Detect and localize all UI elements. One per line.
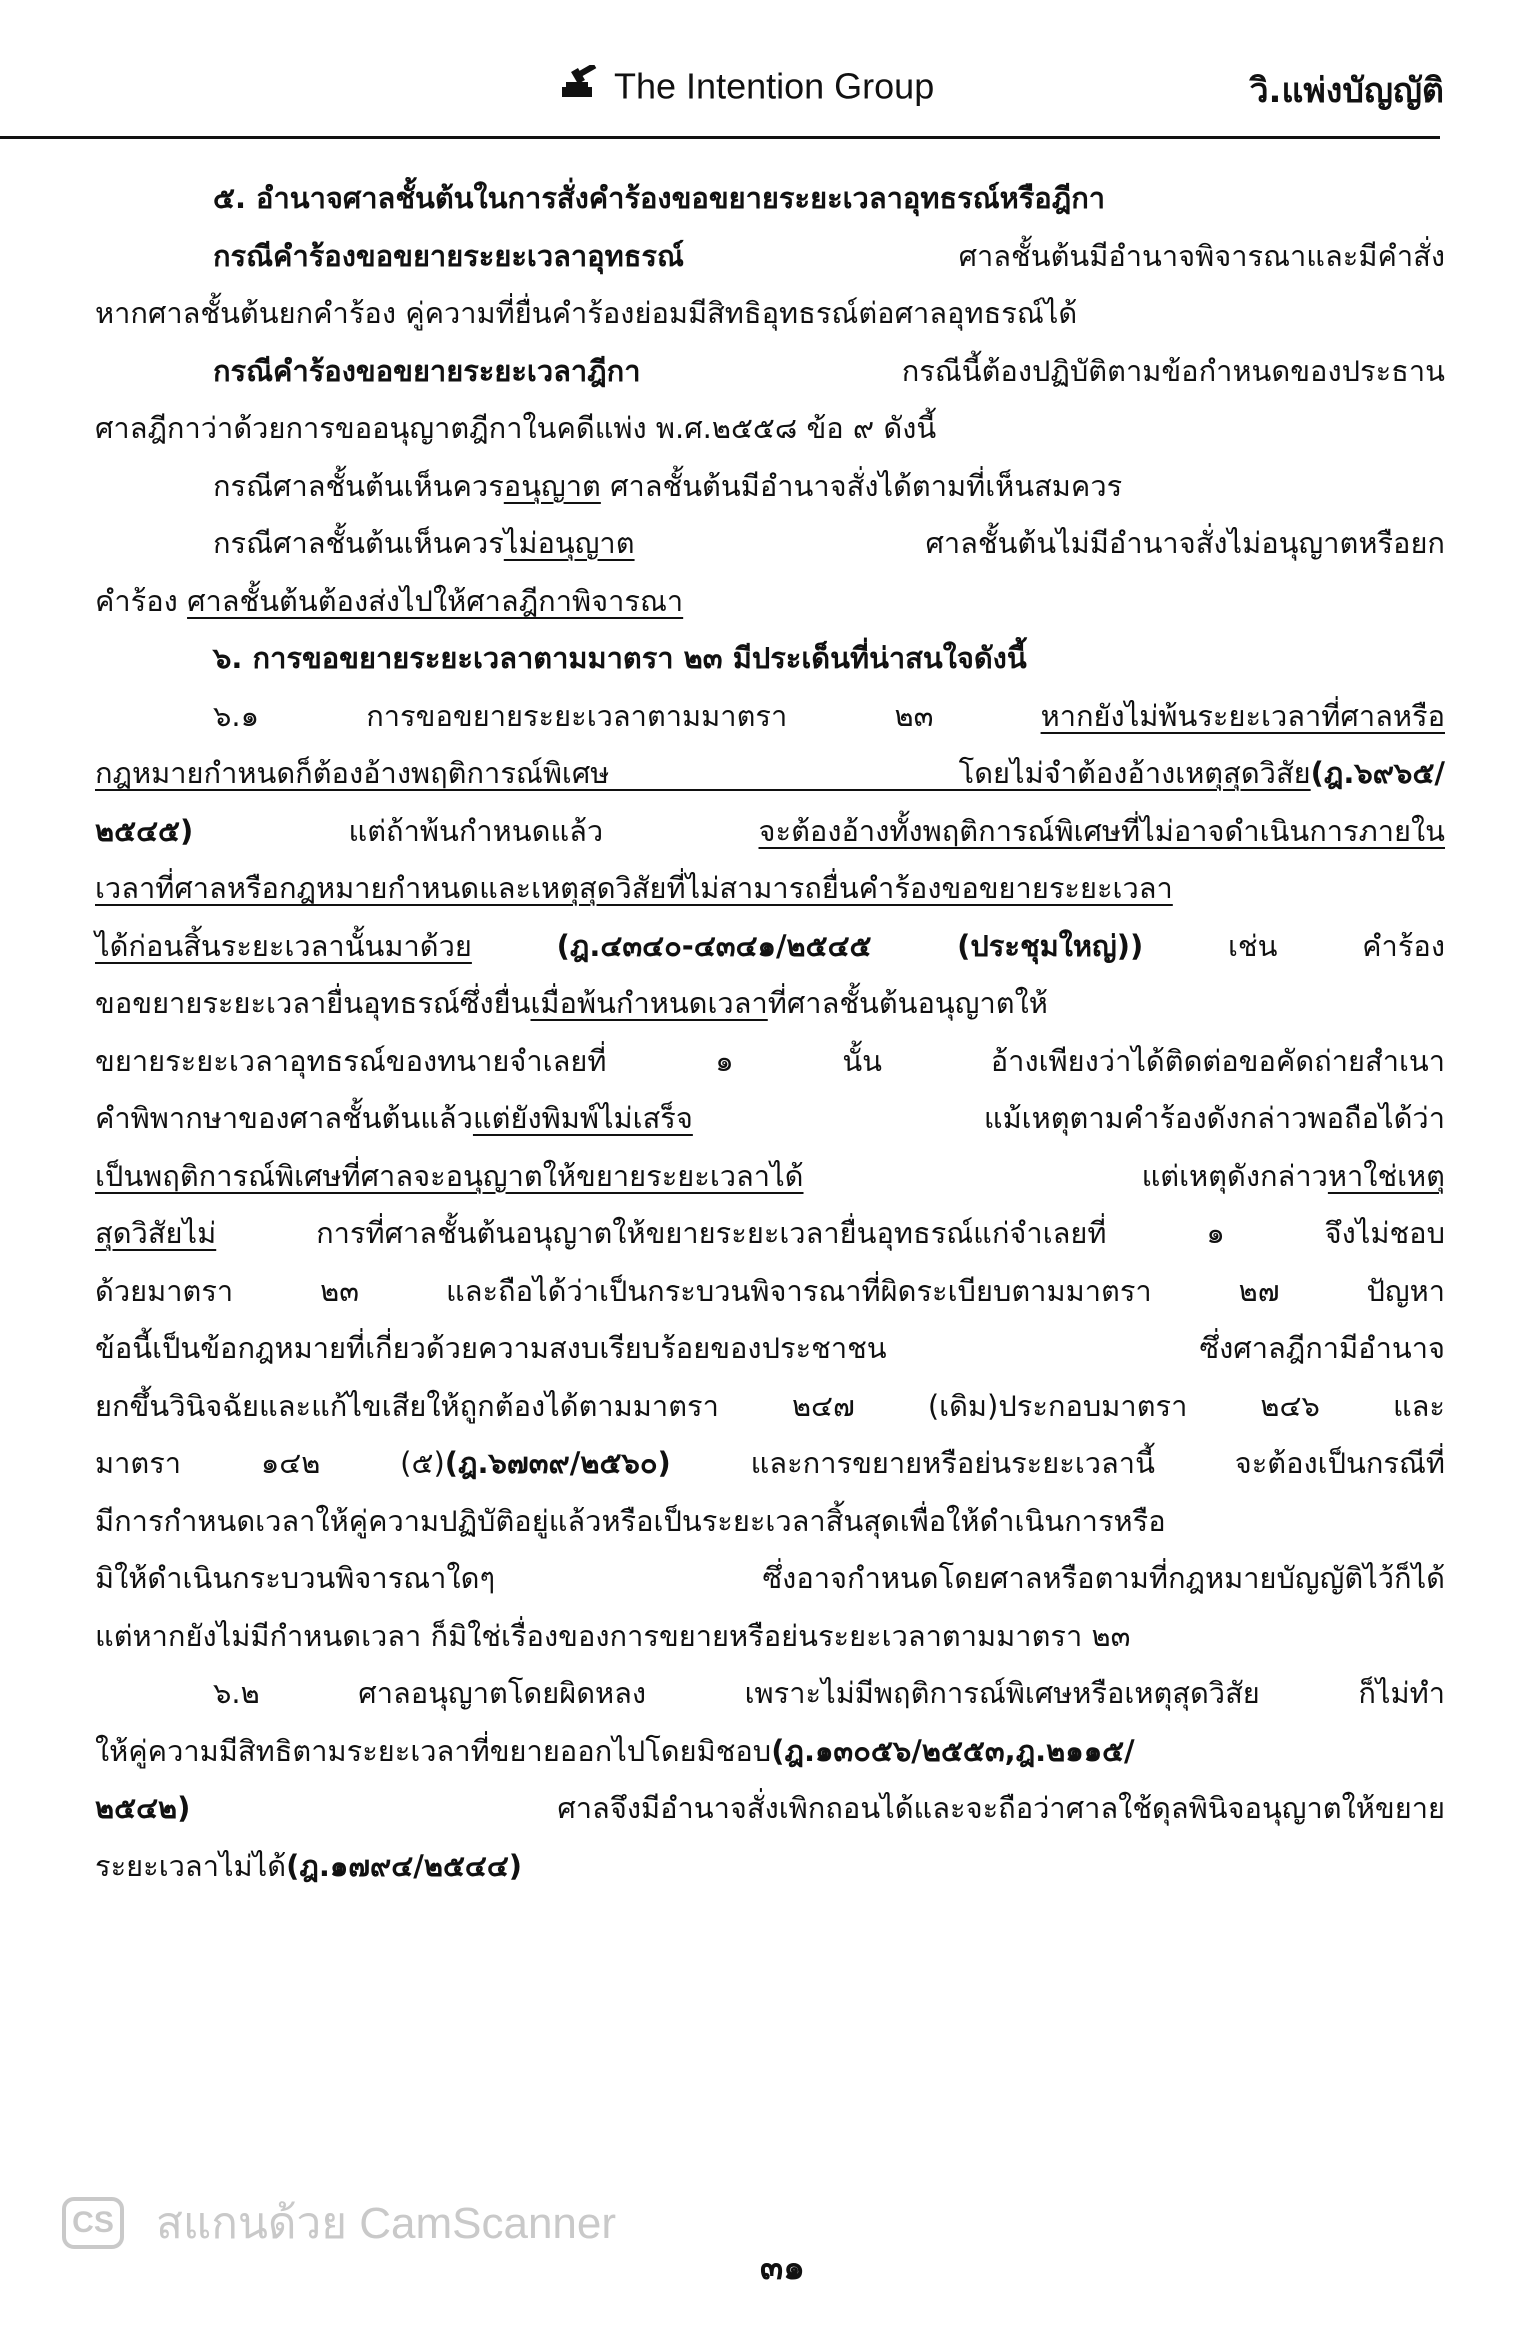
text-run: ที่ศาลชั้นต้นอนุญาตให้ [767, 986, 1048, 1020]
text-line [95, 400, 1445, 458]
underlined-text: กฎหมายกำหนดก็ต้องอ้างพฤติการณ์พิเศษ โดยไม่จำต้องอ้างเหตุสุดวิสัย [95, 756, 1311, 790]
text-run: ๖.๑ การขอขยายระยะเวลาตามมาตรา ๒๓ [213, 698, 1041, 733]
text-line [95, 1033, 1445, 1091]
underlined-text: จะต้องอ้างทั้งพฤติการณ์พิเศษที่ไม่อาจดำเนินการภายใน [758, 813, 1445, 848]
document-body [95, 170, 1445, 1895]
text-line [95, 1378, 1445, 1436]
underlined-text: แต่ยังพิมพ์ไม่เสร็จ [472, 1101, 693, 1135]
text-run: ให้คู่ความมีสิทธิตามระยะเวลาที่ขยายออกไปโดยมิชอบ [95, 1733, 772, 1768]
scanner-text: สแกนด้วย CamScanner [156, 2199, 617, 2248]
text-run: เช่น คำร้อง [1143, 928, 1445, 963]
text-run: กรณีศาลชั้นต้นเห็นควร [213, 468, 504, 503]
text-run: กรณีนี้ต้องปฏิบัติตามข้อกำหนดของประธาน [640, 353, 1445, 388]
text-line [95, 170, 1445, 228]
text-line [95, 1493, 1445, 1551]
underlined-text: หากยังไม่พ้นระยะเวลาที่ศาลหรือ [1040, 698, 1445, 733]
underlined-text: สุดวิสัยไม่ [95, 1216, 217, 1250]
underlined-text: เป็นพฤติการณ์พิเศษที่ศาลจะอนุญาตให้ขยายระยะเวลาได้ [95, 1158, 804, 1193]
text-run: ขอขยายระยะเวลายื่นอุทธรณ์ซึ่งยื่น [95, 986, 531, 1020]
text-run: แต่เหตุดังกล่าว [803, 1158, 1328, 1193]
text-line [95, 515, 1445, 573]
text-run: ศาลจึงมีอำนาจสั่งเพิกถอนได้และจะถือว่าศาลใช้ดุลพินิจอนุญาตให้ขยาย [190, 1791, 1445, 1825]
underlined-text: ไม่อนุญาต [503, 526, 635, 560]
text-line [95, 803, 1445, 861]
bold-text: (ฎ.๖๗๓๙/๒๕๖๐) [444, 1446, 671, 1480]
text-run: ขยายระยะเวลาอุทธรณ์ของทนายจำเลยที่ ๑ นั้น อ้างเพียงว่าได้ติดต่อขอคัดถ่ายสำเนา [95, 1043, 1445, 1078]
text-line [95, 1723, 1445, 1781]
brand [560, 63, 934, 108]
page-number: ๓๑ [760, 2248, 805, 2288]
underlined-text: เมื่อพ้นกำหนดเวลา [530, 986, 768, 1020]
bold-text: ๒๕๔๕) [95, 813, 194, 848]
bold-text: ๒๕๔๒) [95, 1791, 191, 1825]
text-run: ศาลชั้นต้นไม่มีอำนาจสั่งไม่อนุญาตหรือยก [634, 526, 1445, 560]
text-run: ระยะเวลาไม่ได้ [95, 1848, 287, 1883]
text-run: คำพิพากษาของศาลชั้นต้นแล้ว [95, 1101, 473, 1135]
underlined-text: ศาลชั้นต้นต้องส่งไปให้ศาลฎีกาพิจารณา [187, 583, 684, 618]
text-run: ด้วยมาตรา ๒๓ และถือได้ว่าเป็นกระบวนพิจารณาที่ผิดระเบียบตามมาตรา ๒๗ ปัญหา [95, 1273, 1445, 1308]
text-run: การที่ศาลชั้นต้นอนุญาตให้ขยายระยะเวลายื่นอุทธรณ์แก่จำเลยที่ ๑ จึงไม่ชอบ [216, 1216, 1445, 1250]
header-rule [0, 136, 1440, 139]
text-line [95, 285, 1445, 343]
text-line [95, 458, 1445, 516]
text-run: ศาลชั้นต้นมีอำนาจสั่งได้ตามที่เห็นสมควร [600, 468, 1123, 503]
text-line [95, 1148, 1445, 1206]
text-run: แต่ถ้าพ้นกำหนดแล้ว [193, 813, 759, 848]
text-line [95, 860, 1445, 918]
bold-text: กรณีคำร้องขอขยายระยะเวลาฎีกา [213, 353, 641, 388]
text-line [95, 343, 1445, 401]
text-line [95, 1838, 1445, 1896]
text-run: แม้เหตุตามคำร้องดังกล่าวพอถือได้ว่า [692, 1101, 1445, 1135]
text-run: มิให้ดำเนินกระบวนพิจารณาใดๆ ซึ่งอาจกำหนดโดยศาลหรือตามที่กฎหมายบัญญัติไว้ก็ได้ [95, 1561, 1445, 1595]
text-line [95, 1435, 1445, 1493]
bold-text: (ฎ.๑๗๙๔/๒๕๔๔) [286, 1848, 523, 1883]
text-run: ศาลชั้นต้นมีอำนาจพิจารณาและมีคำสั่ง [683, 238, 1445, 273]
bold-text: ๖. การขอขยายระยะเวลาตามมาตรา ๒๓ มีประเด็นที่น่าสนใจดังนี้ [213, 641, 1027, 675]
bold-text: (ฎ.๔๓๔๐-๔๓๔๑/๒๕๔๕ (ประชุมใหญ่)) [556, 928, 1144, 963]
bold-text: ๕. อำนาจศาลชั้นต้นในการสั่งคำร้องขอขยายระยะเวลาอุทธรณ์หรือฎีกา [213, 181, 1106, 215]
page-header [0, 55, 1524, 115]
underlined-text: เวลาที่ศาลหรือกฎหมายกำหนดและเหตุสุดวิสัยที่ไม่สามารถยื่นคำร้องขอขยายระยะเวลา [95, 871, 1173, 905]
text-line [95, 918, 1445, 976]
text-run [472, 929, 557, 963]
text-line [95, 1090, 1445, 1148]
text-line [95, 1205, 1445, 1263]
text-line [95, 1550, 1445, 1608]
section-title: วิ.แพ่งบัญญัติ [1249, 71, 1444, 111]
camscanner-logo-icon: CS [62, 2197, 124, 2249]
gavel-book-icon [560, 65, 600, 108]
text-line [95, 1665, 1445, 1723]
bold-text: (ฎ.๖๙๖๕/ [1310, 756, 1445, 790]
text-run: ๖.๒ ศาลอนุญาตโดยผิดหลง เพราะไม่มีพฤติการณ์พิเศษหรือเหตุสุดวิสัย ก็ไม่ทำ [213, 1676, 1445, 1710]
text-line [95, 1263, 1445, 1321]
text-line [95, 228, 1445, 286]
text-line [95, 573, 1445, 631]
text-run: แต่หากยังไม่มีกำหนดเวลา ก็มิใช่เรื่องของการขยายหรือย่นระยะเวลาตามมาตรา ๒๓ [95, 1618, 1131, 1653]
text-run: กรณีศาลชั้นต้นเห็นควร [213, 526, 504, 560]
text-run: มีการกำหนดเวลาให้คู่ความปฏิบัติอยู่แล้วหรือเป็นระยะเวลาสิ้นสุดเพื่อให้ดำเนินการหรือ [95, 1503, 1166, 1538]
text-line [95, 1780, 1445, 1838]
text-run: และการขยายหรือย่นระยะเวลานี้ จะต้องเป็นกรณีที่ [670, 1446, 1445, 1480]
text-run: คำร้อง [95, 583, 188, 618]
underlined-text: หาใช่เหตุ [1327, 1158, 1445, 1193]
text-line [95, 975, 1445, 1033]
camscanner-watermark [62, 2188, 617, 2248]
text-run: หากศาลชั้นต้นยกคำร้อง คู่ความที่ยื่นคำร้องย่อมมีสิทธิอุทธรณ์ต่อศาลอุทธรณ์ได้ [95, 296, 1078, 330]
brand-name: The Intention Group [614, 65, 935, 107]
text-line [95, 1320, 1445, 1378]
text-line [95, 688, 1445, 746]
text-run: ยกขึ้นวินิจฉัยและแก้ไขเสียให้ถูกต้องได้ตามมาตรา ๒๔๗ (เดิม)ประกอบมาตรา ๒๔๖ และ [95, 1388, 1445, 1423]
text-run: มาตรา ๑๔๒ (๕) [95, 1446, 445, 1480]
bold-text: (ฎ.๑๓๐๕๖/๒๕๕๓,ฎ.๒๑๑๕/ [771, 1733, 1135, 1768]
underlined-text: อนุญาต [503, 468, 601, 503]
bold-text: กรณีคำร้องขอขยายระยะเวลาอุทธรณ์ [213, 238, 684, 273]
text-run: ศาลฎีกาว่าด้วยการขออนุญาตฎีกาในคดีแพ่ง พ.ศ.๒๕๕๘ ข้อ ๙ ดังนี้ [95, 411, 937, 445]
text-line [95, 630, 1445, 688]
text-line [95, 1608, 1445, 1666]
text-line [95, 745, 1445, 803]
text-run: ข้อนี้เป็นข้อกฎหมายที่เกี่ยวด้วยความสงบเรียบร้อยของประชาชน ซึ่งศาลฎีกามีอำนาจ [95, 1331, 1445, 1365]
underlined-text: ได้ก่อนสิ้นระยะเวลานั้นมาด้วย [95, 928, 472, 963]
